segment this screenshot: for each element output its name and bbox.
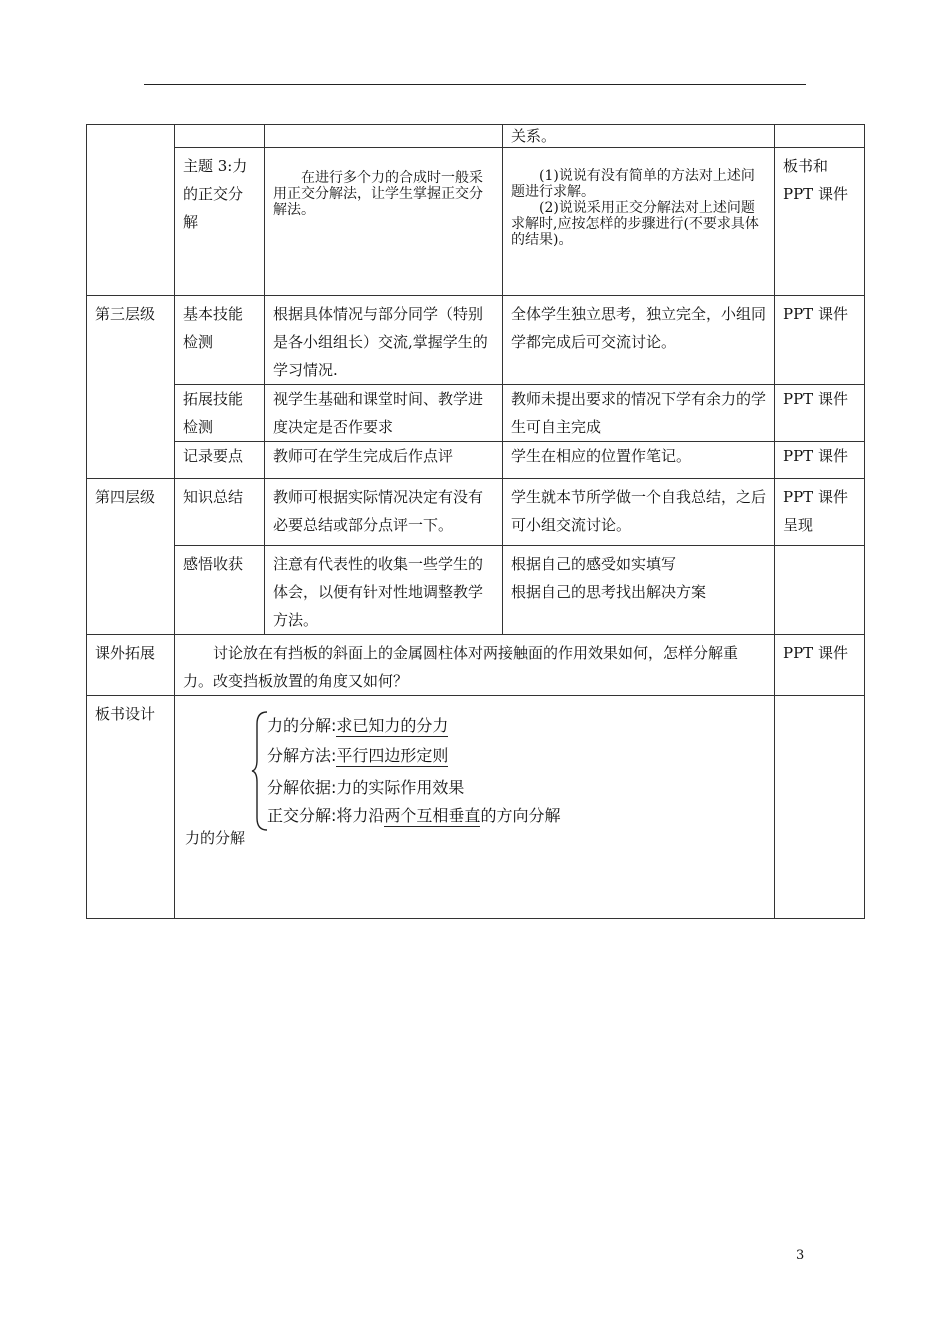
table-row [87, 546, 865, 635]
level4-item: 感悟收获 [175, 546, 265, 635]
level3-student: 教师未提出要求的情况下学有余力的学生可自主完成 [503, 385, 775, 442]
level3-student: 学生在相应的位置作笔记。 [503, 442, 775, 479]
level3-teacher: 根据具体情况与部分同学（特别是各小组组长）交流,掌握学生的学习情况. [265, 296, 503, 385]
level3-student: 全体学生独立思考，独立完全，小组同学都完成后可交流讨论。 [503, 296, 775, 385]
level3-media: PPT 课件 [775, 442, 865, 479]
table-row [87, 385, 865, 442]
table-row [87, 479, 865, 546]
board-line: 正交分解:将力沿两个互相垂直的方向分解 [267, 806, 561, 825]
continuation-cell: 关系。 [503, 125, 775, 148]
header-rule [144, 84, 806, 85]
board-design [185, 696, 774, 914]
level4-label: 第四层级 [87, 479, 175, 635]
level4-teacher: 教师可根据实际情况决定有没有必要总结或部分点评一下。 [265, 479, 503, 546]
level3-media: PPT 课件 [775, 296, 865, 385]
board-line: 力的分解:求已知力的分力 [267, 716, 449, 735]
level4-media: PPT 课件呈现 [775, 479, 865, 546]
empty-cell [175, 125, 265, 148]
extension-media: PPT 课件 [775, 635, 865, 696]
page-number: 3 [796, 1248, 805, 1263]
topic3-teacher: 在进行多个力的合成时一般采用正交分解法，让学生掌握正交分解法。 [265, 148, 503, 296]
level4-student: 学生就本节所学做一个自我总结，之后可小组交流讨论。 [503, 479, 775, 546]
table-row [87, 148, 865, 296]
empty-cell [775, 696, 865, 919]
level4-item: 知识总结 [175, 479, 265, 546]
table-row [87, 696, 865, 919]
topic3-media: 板书和 PPT 课件 [775, 148, 865, 296]
level4-student-line: 根据自己的思考找出解决方案 [511, 583, 707, 601]
table-row [87, 296, 865, 385]
empty-cell [775, 125, 865, 148]
table-row [87, 442, 865, 479]
level4-student-line: 根据自己的感受如实填写 [511, 555, 677, 573]
extension-text: 讨论放在有挡板的斜面上的金属圆柱体对两接触面的作用效果如何，怎样分解重力。改变挡板放置的角度又如何？ [175, 635, 775, 696]
level3-item: 拓展技能检测 [175, 385, 265, 442]
level3-teacher: 教师可在学生完成后作点评 [265, 442, 503, 479]
extension-label: 课外拓展 [87, 635, 175, 696]
level4-teacher: 注意有代表性的收集一些学生的体会，以便有针对性地调整教学方法。 [265, 546, 503, 635]
table-row [87, 125, 865, 148]
board-label: 板书设计 [87, 696, 175, 919]
topic3-question-1: (1)说说有没有简单的方法对上述问题进行求解。 [511, 168, 755, 200]
board-title: 力的分解 [185, 829, 246, 847]
empty-cell [87, 125, 175, 296]
level3-item: 基本技能检测 [175, 296, 265, 385]
lesson-plan-table [86, 124, 865, 919]
board-line: 分解方法:平行四边形定则 [267, 746, 449, 765]
table-row [87, 635, 865, 696]
level3-item: 记录要点 [175, 442, 265, 479]
empty-cell [265, 125, 503, 148]
board-line: 分解依据:力的实际作用效果 [267, 778, 465, 797]
topic3-name: 主题 3:力的正交分解 [175, 148, 265, 296]
level4-media [775, 546, 865, 635]
level3-label: 第三层级 [87, 296, 175, 479]
level3-teacher: 视学生基础和课堂时间、教学进度决定是否作要求 [265, 385, 503, 442]
topic3-question-2: (2)说说采用正交分解法对上述问题求解时,应按怎样的步骤进行(不要求具体的结果)。 [511, 200, 759, 248]
level3-media: PPT 课件 [775, 385, 865, 442]
